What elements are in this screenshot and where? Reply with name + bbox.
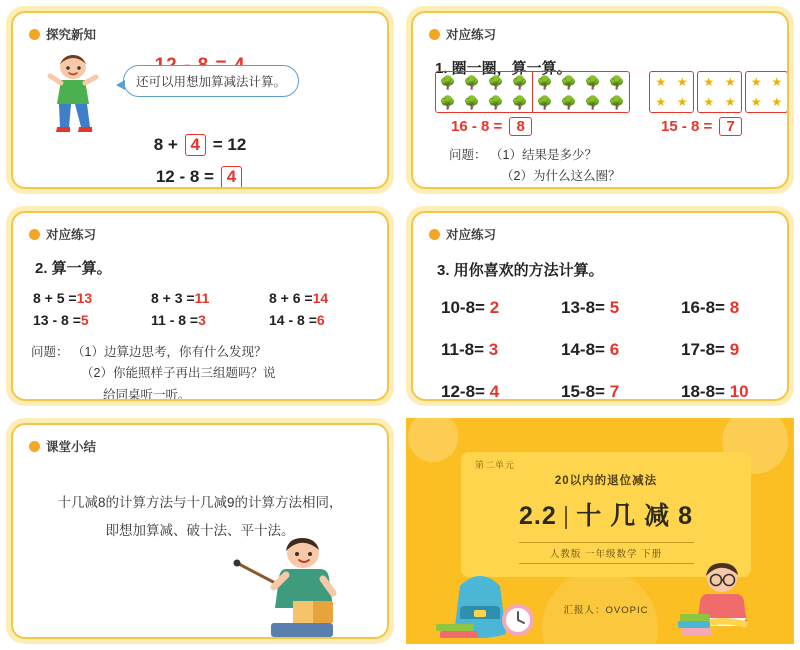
- slide-3-questions: [31, 342, 387, 401]
- equation-answer: 2: [489, 298, 500, 317]
- slide-1-frame: [6, 6, 394, 194]
- slide-2-questions: [449, 145, 620, 186]
- tree-icon: 🌳: [584, 94, 602, 110]
- star-icon: ★: [676, 95, 688, 109]
- star-icon: ★: [750, 75, 762, 89]
- equation-1-suffix: = 12: [212, 135, 247, 154]
- equation-answer: 5: [80, 312, 89, 328]
- question-1: （1）结果是多少？: [490, 148, 597, 162]
- equation-item: [151, 312, 269, 328]
- slide-4-frame: [406, 206, 794, 406]
- tree-group-box: [435, 71, 630, 113]
- tree-icon: 🌳: [560, 74, 578, 90]
- equation-left-text: 16 - 8 =: [451, 118, 503, 135]
- tree-icon: 🌳: [439, 74, 457, 90]
- badge-label: 对应练习: [446, 28, 497, 42]
- slide-3: [11, 211, 389, 401]
- equation-1-answer-box: 4: [185, 134, 206, 156]
- equation-expr: 8 + 6 =: [269, 290, 313, 306]
- equation-item: [151, 290, 269, 306]
- slide-2: [411, 11, 789, 189]
- backpack-illustration: [430, 562, 560, 642]
- question-line-1: [449, 145, 620, 166]
- equation-expr: 14-8=: [561, 340, 605, 359]
- badge-dot-icon: [429, 29, 440, 40]
- question-line-2: [31, 363, 387, 384]
- tree-icon: 🌳: [463, 94, 481, 110]
- summary-line-2: 即想加算减、破十法、平十法。: [105, 523, 295, 539]
- speech-bubble-text: 还可以用想加算减法计算。: [136, 75, 287, 89]
- tree-icon: 🌳: [584, 74, 602, 90]
- equation-item: [561, 298, 681, 318]
- star-icon: ★: [703, 75, 715, 89]
- question-line-3: [31, 385, 387, 402]
- tree-icon: 🌳: [536, 94, 554, 110]
- badge-dot-icon: [29, 29, 40, 40]
- badge-dot-icon: [29, 441, 40, 452]
- slide-2-badge: [429, 25, 787, 43]
- equation-item: [561, 382, 681, 401]
- equation-expr: 16-8=: [681, 298, 725, 317]
- badge-label: 课堂小结: [46, 440, 97, 454]
- question-label: 问题：: [449, 148, 487, 162]
- slide-2-equation-left: [451, 117, 532, 136]
- equation-answer: 6: [316, 312, 325, 328]
- equation-item: [441, 340, 561, 360]
- summary-line-1: 十几减8的计算方法与十几减9的计算方法相同，: [57, 495, 343, 510]
- cover-subtitle: 20以内的退位减法: [554, 475, 658, 487]
- tree-icon: 🌳: [463, 74, 481, 90]
- equation-expr: 8 + 3 =: [151, 290, 195, 306]
- question-2: （2）你能照样子再出三组题吗？说: [81, 366, 276, 381]
- equation-answer: 3: [198, 312, 206, 328]
- equation-item: [681, 382, 789, 401]
- cover-slide: [406, 418, 794, 644]
- slide-3-frame: [6, 206, 394, 406]
- equation-expr: 17-8=: [681, 340, 725, 359]
- slide-5-badge: [29, 437, 387, 455]
- cover-unit: 第二单元: [475, 460, 516, 470]
- slide-5: [11, 423, 389, 639]
- slide-2-title: 1. 圈一圈，算一算。: [435, 60, 572, 77]
- slide-3-equation-grid: [33, 290, 387, 328]
- tree-icon: 🌳: [560, 94, 578, 110]
- teacher-illustration: [231, 527, 361, 637]
- question-label: 问题：: [31, 345, 69, 359]
- question-2b: 给同桌听一听。: [103, 387, 191, 401]
- equation-expr: 15-8=: [561, 382, 605, 401]
- reading-boy-illustration: [664, 556, 784, 642]
- equation-answer: 8: [729, 298, 740, 317]
- equation-expr: 14 - 8 =: [269, 312, 317, 328]
- equation-answer: 4: [489, 382, 500, 401]
- slide-cell-2: [400, 0, 800, 200]
- cover-author: 汇报人：OVOPIC: [563, 605, 649, 616]
- equation-answer: 5: [609, 298, 620, 317]
- equation-answer: 11: [194, 290, 210, 306]
- equation-answer: 7: [609, 382, 620, 401]
- equation-2-answer-box: 4: [221, 166, 242, 188]
- cover-number: 2.2: [518, 502, 557, 530]
- tree-icon: 🌳: [511, 94, 529, 110]
- equation-answer: 13: [76, 290, 93, 306]
- slide-cell-4: [400, 200, 800, 412]
- tree-icon: 🌳: [608, 94, 626, 110]
- slide-4: [411, 211, 789, 401]
- badge-label: 对应练习: [46, 228, 97, 242]
- tree-icon: 🌳: [536, 74, 554, 90]
- star-group-1: [649, 71, 694, 113]
- equation-item: [561, 340, 681, 360]
- tree-icon: 🌳: [511, 74, 529, 90]
- question-2: （2）为什么这么圈？: [501, 168, 621, 183]
- equation-expr: 13 - 8 =: [33, 312, 81, 328]
- equation-item: [681, 340, 789, 360]
- tree-icon: 🌳: [439, 94, 457, 110]
- equation-answer: 10: [729, 382, 749, 401]
- slide-4-title: 3. 用你喜欢的方法计算。: [437, 262, 604, 279]
- slide-cell-6: [400, 412, 800, 650]
- equation-expr: 13-8=: [561, 298, 605, 317]
- question-line-1: [31, 342, 387, 363]
- slide-2-equation-right: [661, 117, 742, 136]
- slide-1: [11, 11, 389, 189]
- equation-item: [269, 312, 387, 328]
- equation-left-answer: 8: [509, 117, 531, 136]
- star-groups: [649, 71, 789, 113]
- star-icon: ★: [771, 95, 783, 109]
- equation-item: [681, 298, 789, 318]
- cover-press: 人教版 一年级数学 下册: [519, 542, 694, 564]
- star-group-3: [745, 71, 788, 113]
- tree-group-right: [533, 72, 629, 112]
- cover-separator: |: [562, 502, 571, 530]
- tree-icon: 🌳: [608, 74, 626, 90]
- slide-4-equation-grid: [441, 298, 787, 401]
- student-boy-illustration: [41, 51, 105, 133]
- equation-right-text: 15 - 8 =: [661, 118, 713, 135]
- tree-icon: 🌳: [487, 94, 505, 110]
- equation-item: [33, 312, 151, 328]
- equation-item: [441, 298, 561, 318]
- slide-3-badge: [29, 225, 387, 243]
- slide-2-frame: [406, 6, 794, 194]
- equation-expr: 12-8=: [441, 382, 485, 401]
- badge-label: 对应练习: [446, 228, 497, 242]
- slide-3-title: 2. 算一算。: [35, 260, 112, 277]
- equation-row-1: [13, 129, 387, 161]
- equation-expr: 18-8=: [681, 382, 725, 401]
- star-icon: ★: [724, 75, 736, 89]
- equation-answer: 6: [609, 340, 620, 359]
- question-line-2: [449, 166, 620, 187]
- equation-row-2: [13, 161, 387, 189]
- equation-item: [33, 290, 151, 306]
- equation-expr: 11 - 8 =: [151, 312, 199, 328]
- star-icon: ★: [771, 75, 783, 89]
- star-group-2: [697, 71, 742, 113]
- tree-group-left: [436, 72, 533, 112]
- cover-title: 十 几 减 8: [576, 502, 693, 530]
- star-icon: ★: [703, 95, 715, 109]
- slide-cell-5: [0, 412, 400, 650]
- slide-1-equations: [13, 129, 387, 189]
- question-1: （1）边算边思考，你有什么发现？: [72, 345, 267, 359]
- slide-cell-1: [0, 0, 400, 200]
- star-icon: ★: [724, 95, 736, 109]
- equation-expr: 10-8=: [441, 298, 485, 317]
- star-icon: ★: [655, 75, 667, 89]
- star-icon: ★: [750, 95, 762, 109]
- equation-expr: 8 + 5 =: [33, 290, 77, 306]
- badge-dot-icon: [429, 229, 440, 240]
- equation-1-prefix: 8 +: [153, 135, 178, 154]
- badge-dot-icon: [29, 229, 40, 240]
- star-icon: ★: [655, 95, 667, 109]
- slide-1-badge: [29, 25, 387, 43]
- equation-answer: 9: [729, 340, 740, 359]
- equation-item: [441, 382, 561, 401]
- cover-title-row: [461, 496, 751, 532]
- equation-answer: 3: [488, 340, 499, 359]
- slide-cell-3: [0, 200, 400, 412]
- equation-right-answer: 7: [719, 117, 741, 136]
- equation-expr: 11-8=: [441, 340, 485, 359]
- slide-5-frame: [6, 418, 394, 644]
- star-icon: ★: [676, 75, 688, 89]
- slide-4-badge: [429, 225, 787, 243]
- tree-icon: 🌳: [487, 74, 505, 90]
- equation-item: [269, 290, 387, 306]
- equation-2-prefix: 12 - 8 =: [155, 167, 214, 187]
- speech-bubble: [123, 65, 299, 97]
- badge-label: 探究新知: [46, 28, 97, 42]
- equation-answer: 14: [312, 290, 329, 306]
